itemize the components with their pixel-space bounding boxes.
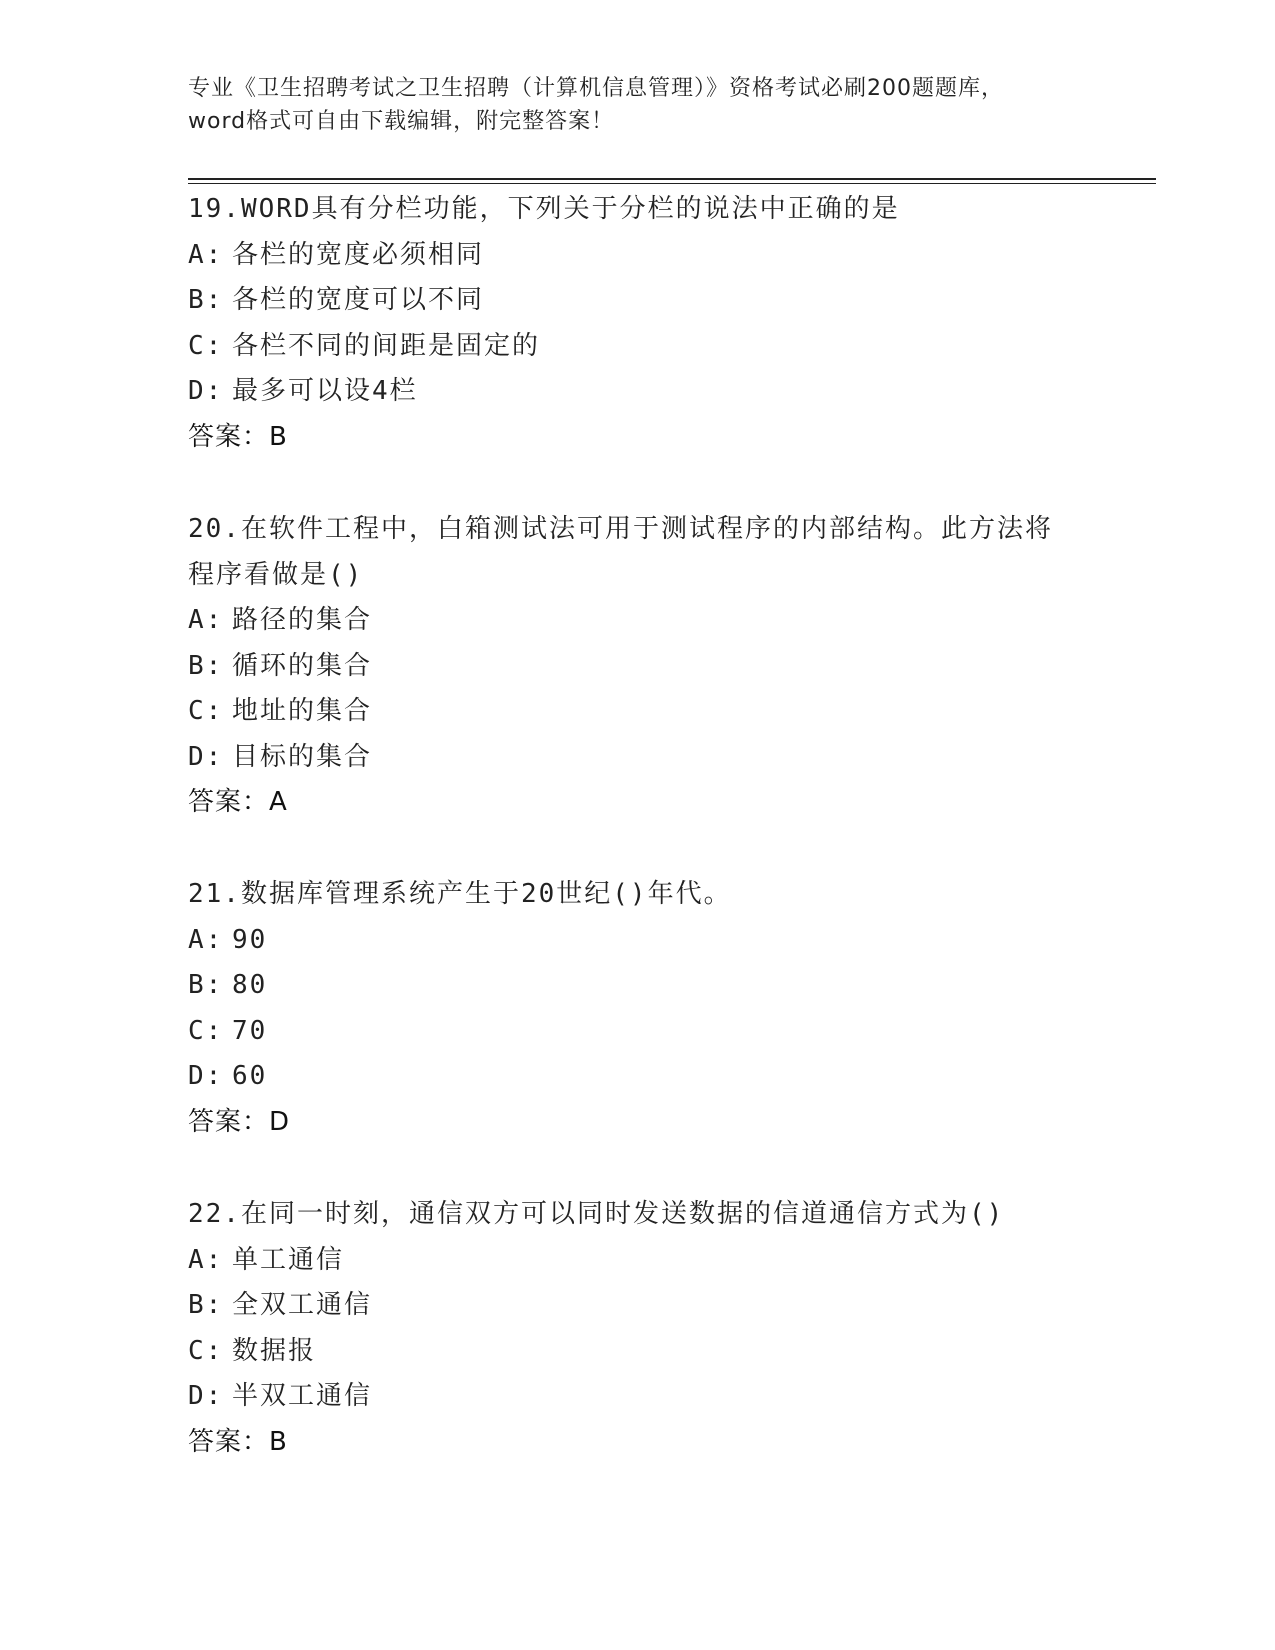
option-key: B:	[188, 970, 224, 1000]
option-text: 60	[232, 1061, 268, 1091]
option-text: 地址的集合	[232, 696, 373, 726]
header-divider-top	[188, 178, 1156, 180]
option-b	[188, 644, 1088, 690]
question-stem: 21.数据库管理系统产生于20世纪()年代。	[188, 879, 732, 909]
option-a	[188, 598, 1088, 644]
option-key: D:	[188, 1061, 224, 1091]
option-c	[188, 689, 1088, 735]
option-text: 路径的集合	[232, 605, 373, 635]
option-a	[188, 233, 1088, 279]
option-c	[188, 324, 1088, 370]
option-text: 数据报	[232, 1335, 317, 1366]
document-header	[188, 72, 1088, 138]
option-b	[188, 963, 1088, 1009]
answer-line: 答案：D	[188, 1106, 291, 1137]
header-divider-bottom	[188, 183, 1156, 184]
option-key: D:	[188, 1381, 224, 1411]
option-c	[188, 1329, 1088, 1375]
option-d	[188, 369, 1088, 415]
option-text: 各栏的宽度可以不同	[232, 285, 485, 315]
option-b	[188, 1283, 1088, 1329]
option-d	[188, 735, 1088, 781]
option-key: A:	[188, 605, 224, 635]
option-c	[188, 1009, 1088, 1055]
option-text: 最多可以设4栏	[232, 376, 418, 406]
option-key: A:	[188, 924, 224, 955]
option-key: B:	[188, 285, 224, 315]
option-key: D:	[188, 741, 224, 772]
option-text: 半双工通信	[232, 1381, 373, 1411]
question-stem: 20.在软件工程中，白箱测试法可用于测试程序的内部结构。此方法将程序看做是()	[188, 514, 1053, 590]
header-line-2: word格式可自由下载编辑，附完整答案！	[188, 109, 615, 134]
question-20	[188, 507, 1088, 826]
answer-line: 答案：B	[188, 1426, 288, 1457]
option-text: 目标的集合	[232, 741, 373, 772]
option-key: B:	[188, 650, 224, 681]
answer-line: 答案：B	[188, 421, 288, 452]
option-b	[188, 278, 1088, 324]
option-d	[188, 1054, 1088, 1100]
option-d	[188, 1374, 1088, 1420]
option-key: C:	[188, 696, 224, 726]
question-stem: 22.在同一时刻，通信双方可以同时发送数据的信道通信方式为()	[188, 1199, 1005, 1229]
option-text: 80	[232, 970, 268, 1000]
option-key: B:	[188, 1290, 224, 1320]
option-key: C:	[188, 1335, 224, 1366]
question-21	[188, 872, 1088, 1145]
option-text: 各栏不同的间距是固定的	[232, 330, 541, 361]
option-text: 循环的集合	[232, 650, 373, 681]
option-key: A:	[188, 239, 224, 270]
question-stem: 19.WORD具有分栏功能，下列关于分栏的说法中正确的是	[188, 194, 900, 224]
option-key: C:	[188, 330, 224, 361]
question-19	[188, 187, 1088, 460]
option-key: A:	[188, 1244, 224, 1275]
header-line-1: 专业《卫生招聘考试之卫生招聘（计算机信息管理）》资格考试必刷200题题库，	[188, 76, 1004, 101]
option-text: 各栏的宽度必须相同	[232, 239, 485, 270]
option-text: 单工通信	[232, 1244, 345, 1275]
option-text: 70	[232, 1015, 268, 1046]
option-key: C:	[188, 1015, 224, 1046]
option-text: 全双工通信	[232, 1290, 373, 1320]
answer-line: 答案：A	[188, 787, 288, 817]
option-a	[188, 1238, 1088, 1284]
option-a	[188, 918, 1088, 964]
option-key: D:	[188, 376, 224, 406]
option-text: 90	[232, 924, 268, 955]
question-22	[188, 1192, 1088, 1465]
